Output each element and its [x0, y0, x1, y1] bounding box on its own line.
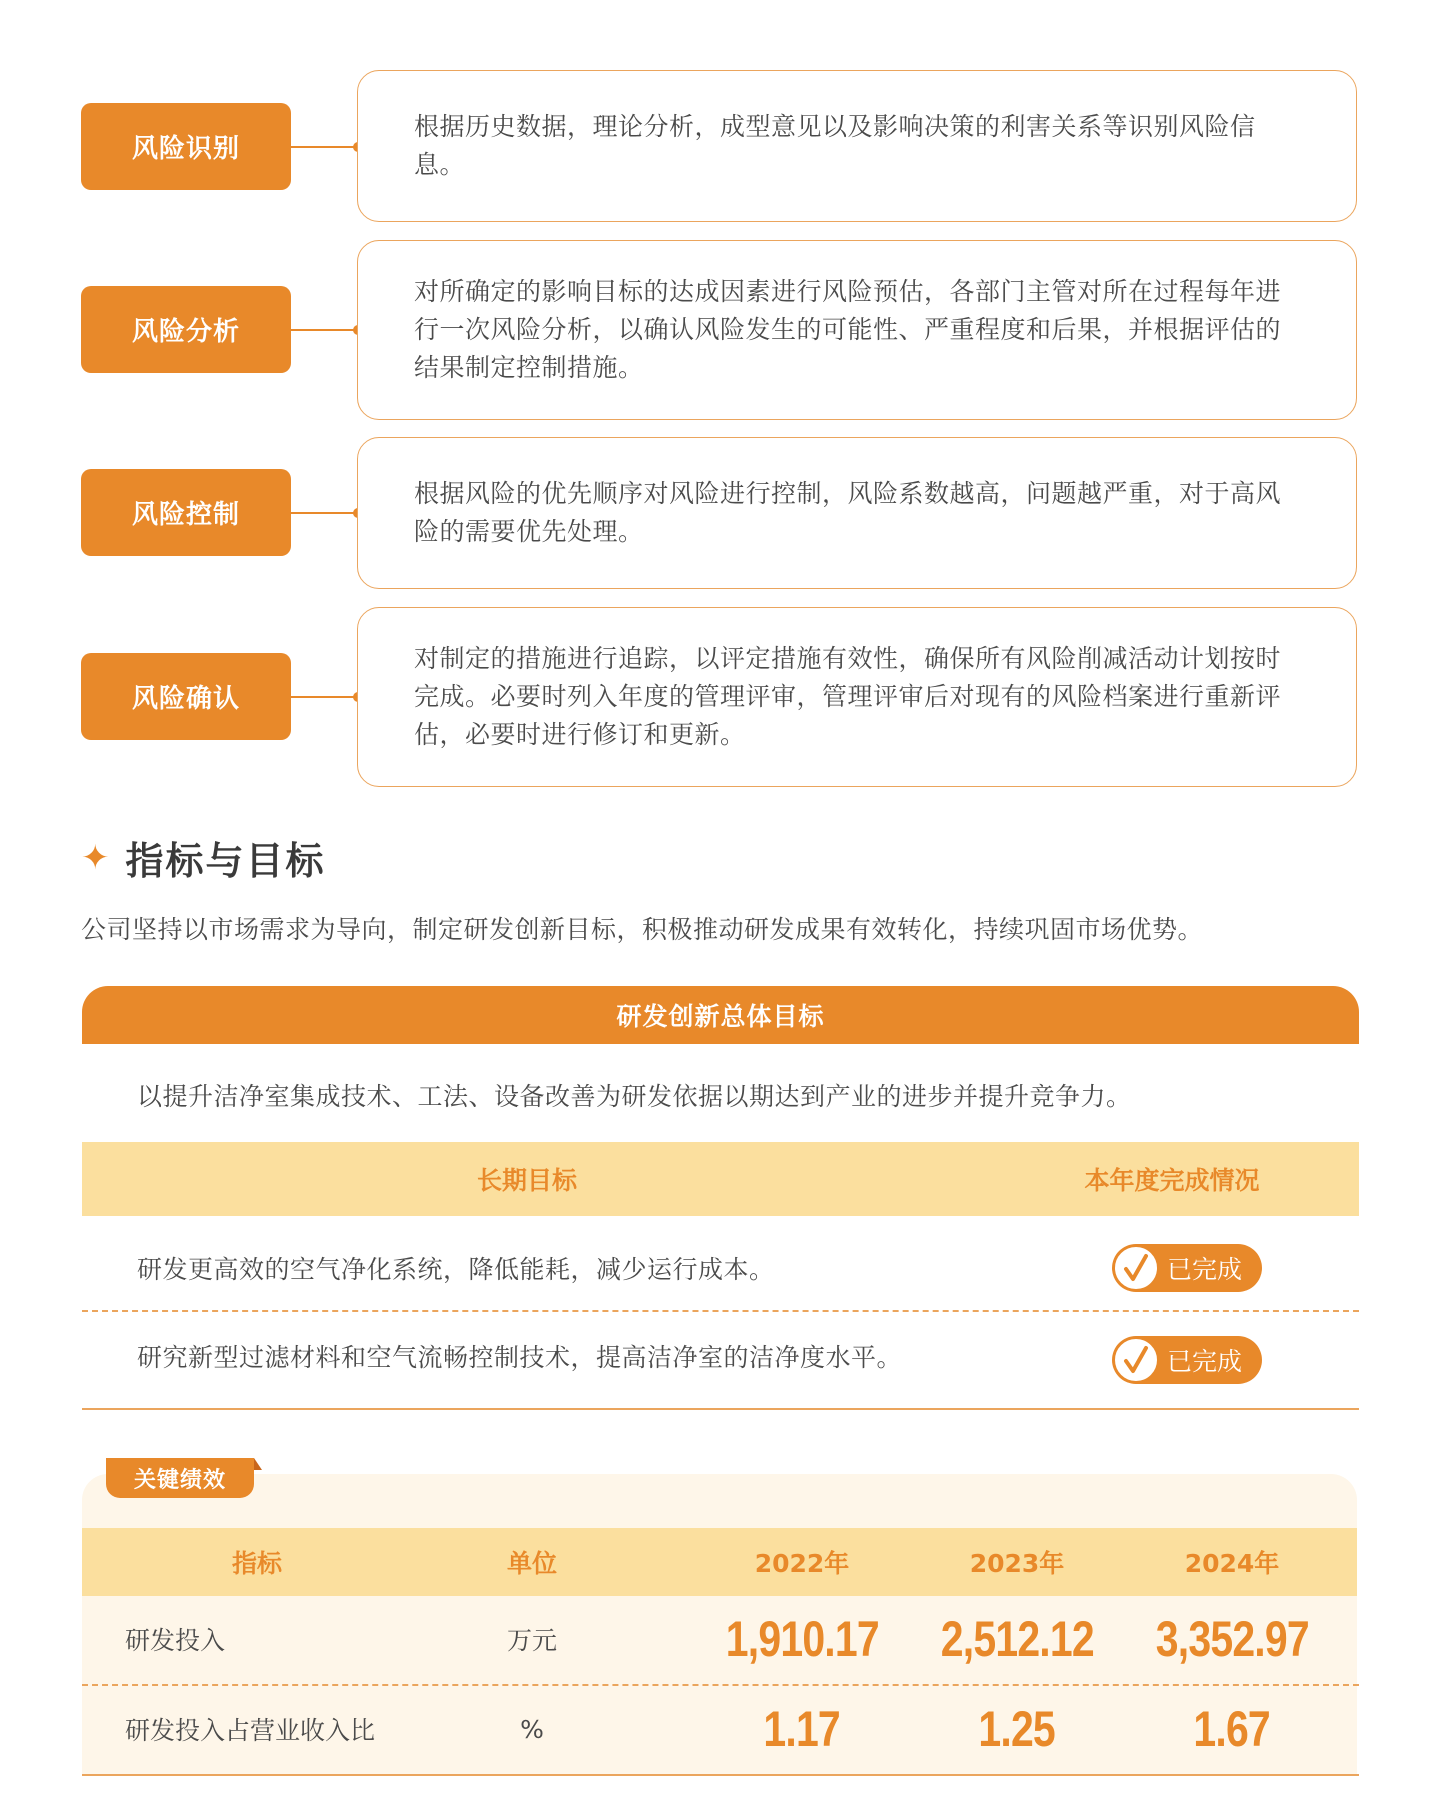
goals-table-header	[82, 1142, 1359, 1216]
goals-description: 以提升洁净室集成技术、工法、设备改善为研发依据以期达到产业的进步并提升竞争力。	[137, 1082, 1132, 1111]
table-bottom-border	[82, 1408, 1359, 1410]
status-badge	[1112, 1244, 1262, 1292]
goal-text: 研发更高效的空气净化系统，降低能耗，减少运行成本。	[137, 1255, 775, 1284]
risk-step-label: 风险识别	[81, 103, 291, 190]
kpi-col-2024: 2024年	[1184, 1549, 1280, 1578]
risk-step-label: 风险控制	[81, 469, 291, 556]
table-row	[82, 1312, 1359, 1404]
goal-text: 研究新型过滤材料和空气流畅控制技术，提高洁净室的洁净度水平。	[137, 1343, 903, 1372]
kpi-value: 1,910.17	[725, 1611, 879, 1667]
goals-header: 研发创新总体目标	[82, 986, 1359, 1044]
kpi-value: 1.17	[763, 1701, 841, 1757]
kpi-value: 2,512.12	[940, 1611, 1094, 1667]
kpi-value: 1.25	[978, 1701, 1056, 1757]
connector-line	[291, 696, 358, 698]
connector-line	[291, 329, 358, 331]
kpi-cell-2023	[907, 1596, 1127, 1682]
table-row	[82, 1686, 1357, 1772]
status-text: 已完成	[1167, 1255, 1243, 1284]
kpi-unit: 万元	[506, 1626, 557, 1655]
risk-step-label: 风险分析	[81, 286, 291, 373]
kpi-cell-2022	[692, 1596, 912, 1682]
table-row	[82, 1596, 1357, 1682]
section-heading	[81, 830, 326, 885]
status-text: 已完成	[1167, 1347, 1243, 1376]
kpi-name: 研发投入占营业收入比	[125, 1716, 376, 1745]
table-row	[82, 1222, 1359, 1314]
risk-step-description: 根据历史数据，理论分析，成型意见以及影响决策的利害关系等识别风险信息。	[357, 70, 1357, 222]
kpi-col-2023: 2023年	[969, 1549, 1065, 1578]
kpi-tag-fold	[254, 1458, 262, 1470]
risk-step-description: 对制定的措施进行追踪，以评定措施有效性，确保所有风险削减活动计划按时完成。必要时列入年度的管理评审，管理评审后对现有的风险档案进行重新评估，必要时进行修订和更新。	[357, 607, 1357, 787]
kpi-col-unit: 单位	[506, 1549, 557, 1578]
kpi-value: 3,352.97	[1155, 1611, 1309, 1667]
connector-line	[291, 512, 358, 514]
risk-step-label: 风险确认	[81, 653, 291, 740]
kpi-cell-2023	[907, 1686, 1127, 1772]
kpi-name: 研发投入	[125, 1626, 226, 1655]
kpi-col-2022: 2022年	[754, 1549, 850, 1578]
risk-step-description: 对所确定的影响目标的达成因素进行风险预估，各部门主管对所在过程每年进行一次风险分析，以确认风险发生的可能性、严重程度和后果，并根据评估的结果制定控制措施。	[357, 240, 1357, 420]
check-icon	[1113, 1337, 1159, 1383]
kpi-col-indicator: 指标	[231, 1549, 282, 1578]
status-badge	[1112, 1336, 1262, 1384]
col-status: 本年度完成情况	[1084, 1166, 1260, 1195]
kpi-cell-2024	[1122, 1596, 1342, 1682]
kpi-cell-2024	[1122, 1686, 1342, 1772]
kpi-tag: 关键绩效	[106, 1458, 254, 1498]
kpi-table-header	[82, 1528, 1357, 1596]
section-title: 指标与目标	[125, 839, 326, 883]
risk-step-description: 根据风险的优先顺序对风险进行控制，风险系数越高，问题越严重，对于高风险的需要优先处理。	[357, 437, 1357, 589]
kpi-value: 1.67	[1193, 1701, 1271, 1757]
section-intro: 公司坚持以市场需求为导向，制定研发创新目标，积极推动研发成果有效转化，持续巩固市场优势。	[81, 915, 1204, 944]
table-bottom-border	[82, 1774, 1359, 1776]
col-long-term: 长期目标	[476, 1166, 577, 1195]
connector-line	[291, 146, 358, 148]
star-icon: ✦	[81, 837, 110, 878]
kpi-cell-2022	[692, 1686, 912, 1772]
kpi-unit: %	[520, 1714, 544, 1744]
check-icon	[1113, 1245, 1159, 1291]
